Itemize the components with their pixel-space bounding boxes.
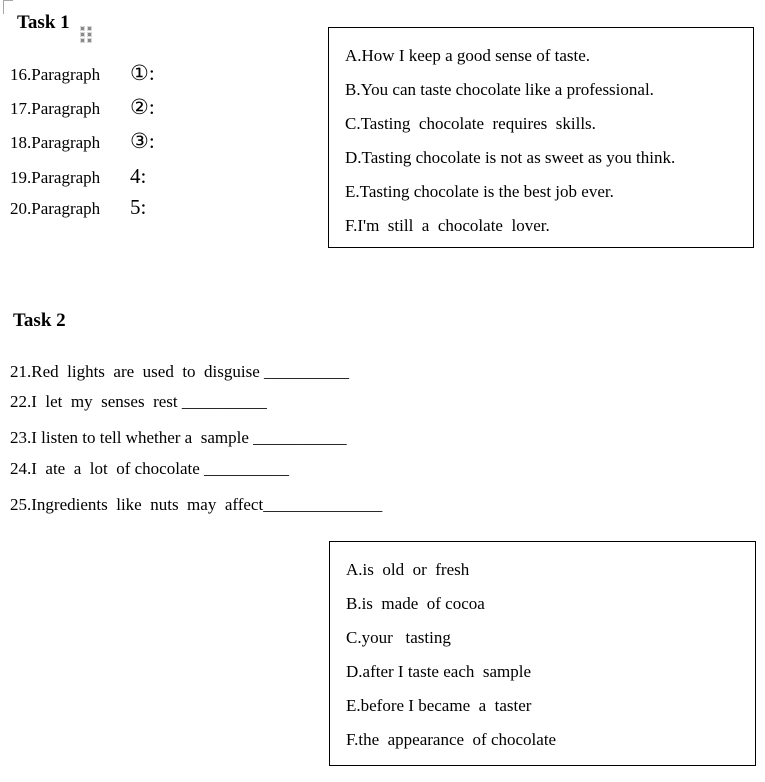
task1-item bbox=[10, 164, 146, 189]
task1-item-number: 4: bbox=[130, 164, 147, 188]
task2-item: 22.I let my senses rest __________ bbox=[10, 392, 267, 411]
task1-item-label: 20.Paragraph bbox=[10, 199, 101, 218]
option-d: D.Tasting chocolate is not as sweet as you think. bbox=[345, 148, 676, 167]
option-b: B.You can taste chocolate like a professional. bbox=[345, 80, 654, 99]
option-a: A.is old or fresh bbox=[346, 560, 470, 579]
option-c: C.your tasting bbox=[346, 628, 451, 647]
option-d: D.after I taste each sample bbox=[346, 662, 532, 681]
option-b: B.is made of cocoa bbox=[346, 594, 485, 613]
task2-item: 21.Red lights are used to disguise __________ bbox=[10, 362, 350, 381]
task1-item-number: ①: bbox=[130, 61, 155, 85]
task1-item-label: 17.Paragraph bbox=[10, 99, 101, 118]
task1-title: Task 1 bbox=[17, 12, 70, 33]
drag-handle-dot bbox=[81, 39, 84, 42]
task1-item-label: 18.Paragraph bbox=[10, 133, 101, 152]
task1-item bbox=[10, 61, 155, 86]
option-e: E.before I became a taster bbox=[346, 696, 532, 715]
task1-item-label: 16.Paragraph bbox=[10, 65, 101, 84]
task2-item: 23.I listen to tell whether a sample ___________ bbox=[10, 428, 347, 447]
task1-item bbox=[10, 129, 155, 154]
task1-item-number: ③: bbox=[130, 129, 155, 153]
task1-item bbox=[10, 95, 155, 120]
task2-item: 25.Ingredients like nuts may affect______________ bbox=[10, 495, 383, 514]
drag-handle-dot bbox=[88, 27, 91, 30]
task1-item bbox=[10, 195, 146, 220]
task2-options-box bbox=[329, 541, 756, 766]
option-f: F.the appearance of chocolate bbox=[346, 730, 557, 749]
task2-item: 24.I ate a lot of chocolate __________ bbox=[10, 459, 290, 478]
task2-title: Task 2 bbox=[13, 310, 66, 331]
option-c: C.Tasting chocolate requires skills. bbox=[345, 114, 596, 133]
drag-handle-dot bbox=[88, 33, 91, 36]
drag-handle-dot bbox=[81, 33, 84, 36]
option-e: E.Tasting chocolate is the best job ever. bbox=[345, 182, 614, 201]
drag-handle-dot bbox=[81, 27, 84, 30]
task1-item-number: 5: bbox=[130, 195, 147, 219]
option-a: A.How I keep a good sense of taste. bbox=[345, 46, 591, 65]
page-margin-corner-icon bbox=[3, 0, 13, 14]
task1-item-number: ②: bbox=[130, 95, 155, 119]
task1-options-box bbox=[328, 27, 754, 248]
option-f: F.I'm still a chocolate lover. bbox=[345, 216, 550, 235]
task1-item-label: 19.Paragraph bbox=[10, 168, 101, 187]
drag-handle-dot bbox=[88, 39, 91, 42]
drag-handle-icon[interactable] bbox=[81, 27, 91, 42]
